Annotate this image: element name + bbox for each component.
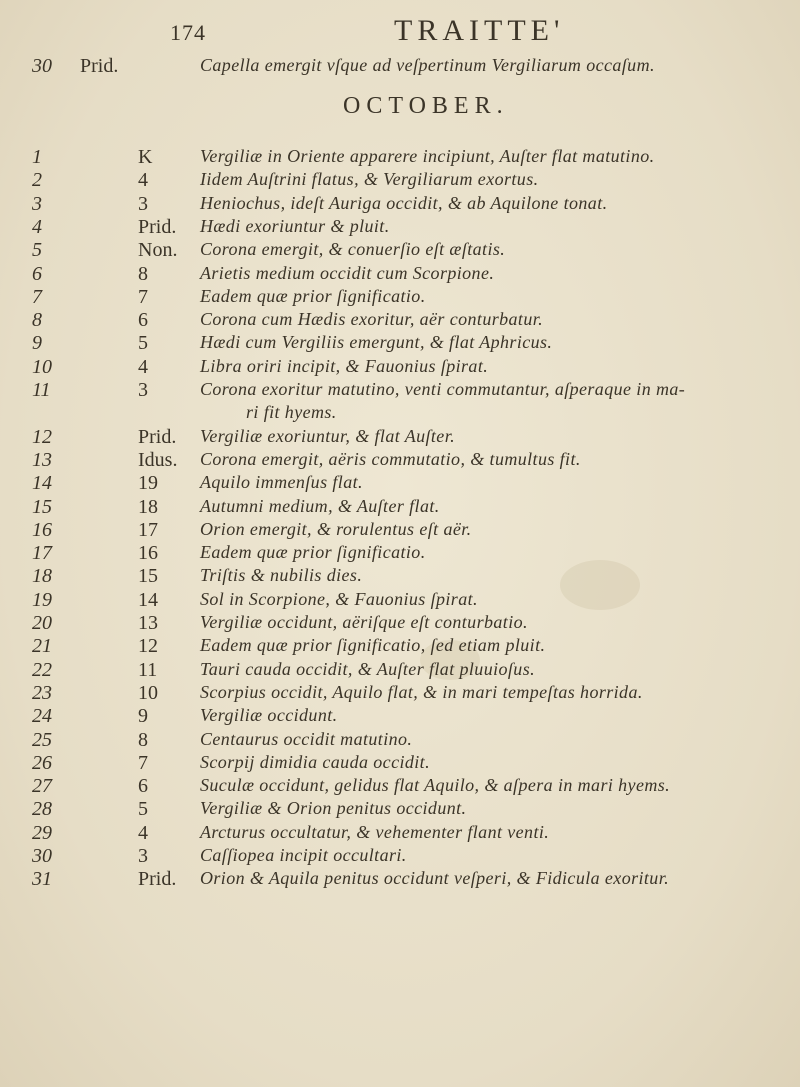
calendar-row [0, 449, 800, 475]
day-number: 14 [32, 472, 52, 495]
entry-text: Corona cum Hædis exoritur, aër conturbatur. [200, 309, 544, 330]
day-number: 8 [32, 309, 42, 332]
calendar-mark: 5 [138, 798, 148, 821]
calendar-row [0, 426, 800, 452]
entry-text: Scorpij dimidia cauda occidit. [200, 751, 430, 772]
day-number: 21 [32, 635, 52, 658]
entry-text: Vergiliæ in Oriente apparere incipiunt, Auſter flat matutino. [200, 146, 655, 166]
calendar-row [0, 589, 800, 615]
calendar-row [0, 519, 800, 545]
day-number: 16 [32, 518, 52, 541]
entry-text: Tauri cauda occidit, & Auſter flat pluuioſus. [200, 658, 536, 679]
calendar-mark: 7 [138, 285, 148, 308]
day-number: 22 [32, 658, 52, 681]
calendar-row [0, 216, 800, 242]
entry-text: Vergiliæ occidunt, aëriſque eſt conturbatio. [200, 612, 528, 632]
entry-text: Hædi cum Vergiliis emergunt, & flat Aphricus. [200, 332, 553, 353]
entry-text: Aquilo immenſus flat. [200, 472, 363, 493]
calendar-row [0, 146, 800, 172]
entry-text: Vergiliæ & Orion penitus occidunt. [200, 798, 467, 819]
day-number: 31 [32, 868, 52, 891]
calendar-mark: 6 [138, 309, 148, 332]
calendar-mark: Prid. [138, 215, 177, 238]
day-number: 11 [32, 379, 51, 401]
calendar-row [0, 612, 800, 638]
day-number: 24 [32, 705, 52, 728]
calendar-row [0, 868, 800, 894]
calendar-mark: 18 [138, 495, 158, 518]
calendar-mark: 10 [138, 681, 158, 704]
entry-text: Arietis medium occidit cum Scorpione. [200, 262, 495, 283]
calendar-row [0, 332, 800, 358]
day-number: 4 [32, 215, 42, 238]
calendar-row [0, 729, 800, 755]
calendar-mark: 12 [138, 635, 158, 658]
calendar-row [0, 705, 800, 731]
day-number: 2 [32, 169, 42, 192]
calendar-mark: 9 [138, 705, 148, 728]
day-number: 17 [32, 542, 52, 565]
calendar-row [0, 379, 800, 405]
entry-text: Corona exoritur matutino, venti commutantur, aſperaque in ma- [200, 379, 686, 399]
calendar-mark: 8 [138, 262, 148, 285]
calendar-mark: Idus. [138, 448, 178, 471]
calendar-mark: 13 [138, 612, 158, 634]
entry-text: Eadem quæ prior ſignificatio, ſed etiam pluit. [200, 635, 546, 656]
calendar-mark: Non. [138, 239, 178, 262]
entry-text: Centaurus occidit matutino. [200, 728, 413, 749]
running-head: TRAITTE' [394, 14, 565, 47]
calendar-row [0, 752, 800, 778]
calendar-row [0, 263, 800, 289]
day-number: 30 [32, 55, 52, 77]
calendar-mark: Prid. [138, 425, 177, 448]
day-number: 10 [32, 355, 52, 378]
entry-text: Corona emergit, aëris commutatio, & tumultus fit. [200, 448, 581, 469]
entry-text: Vergiliæ exoriuntur, & flat Auſter. [200, 425, 456, 446]
entry-text: Vergiliæ occidunt. [200, 705, 338, 726]
day-number: 13 [32, 448, 52, 471]
day-number: 30 [32, 845, 52, 867]
entry-text: Orion emergit, & rorulentus eſt aër. [200, 518, 472, 539]
calendar-mark: 11 [138, 658, 158, 681]
entry-text: Sol in Scorpione, & Fauonius ſpirat. [200, 588, 478, 609]
entry-text: Caſſiopea incipit occultari. [200, 845, 407, 865]
calendar-mark: 6 [138, 775, 148, 798]
day-number: 29 [32, 821, 52, 844]
calendar-mark: 3 [138, 379, 148, 401]
day-number: 3 [32, 192, 42, 215]
day-number: 6 [32, 262, 42, 285]
entry-text: Heniochus, ideſt Auriga occidit, & ab Aquilone tonat. [200, 192, 608, 213]
calendar-row [0, 472, 800, 498]
entry-text: Iidem Auſtrini flatus, & Vergiliarum exortus. [200, 169, 539, 190]
entry-text: Libra oriri incipit, & Fauonius ſpirat. [200, 355, 489, 376]
entry-text: Capella emergit vſque ad veſpertinum Vergiliarum occaſum. [200, 55, 655, 75]
day-number: 28 [32, 798, 52, 821]
page-header [170, 12, 730, 52]
calendar-mark: Prid. [80, 55, 119, 77]
day-number: 15 [32, 495, 52, 518]
entry-text: Orion & Aquila penitus occidunt veſperi, & Fidicula exoritur. [200, 868, 670, 889]
entry-text: Corona emergit, & conuerſio eſt æſtatis. [200, 239, 506, 260]
day-number: 9 [32, 332, 42, 355]
section-title: OCTOBER. [343, 93, 509, 119]
intro-row [0, 55, 800, 81]
day-number: 1 [32, 146, 42, 168]
entry-text: Autumni medium, & Auſter flat. [200, 495, 440, 516]
day-number: 5 [32, 239, 42, 262]
entry-text: Hædi exoriuntur & pluit. [200, 215, 390, 236]
day-number: 7 [32, 285, 42, 308]
calendar-mark: K [138, 146, 153, 168]
calendar-row [0, 239, 800, 265]
calendar-row [0, 659, 800, 685]
calendar-mark: Prid. [138, 868, 177, 891]
calendar-mark: 3 [138, 192, 148, 215]
calendar-mark: 4 [138, 821, 148, 844]
day-number: 25 [32, 728, 52, 751]
calendar-mark: 17 [138, 518, 158, 541]
day-number: 27 [32, 775, 52, 798]
calendar-row [0, 635, 800, 661]
calendar-mark: 3 [138, 845, 148, 867]
entry-text: Triſtis & nubilis dies. [200, 565, 363, 586]
day-number: 23 [32, 681, 52, 704]
calendar-mark: 5 [138, 332, 148, 355]
calendar-mark: 19 [138, 472, 158, 495]
calendar-row [0, 309, 800, 335]
day-number: 26 [32, 751, 52, 774]
calendar-row [0, 682, 800, 708]
page-number: 174 [170, 20, 206, 45]
calendar-row [0, 845, 800, 871]
calendar-row [0, 286, 800, 312]
calendar-mark: 8 [138, 728, 148, 751]
calendar-row [0, 822, 800, 848]
calendar-row [0, 565, 800, 591]
calendar-row [0, 542, 800, 568]
day-number: 12 [32, 425, 52, 448]
calendar-row [0, 798, 800, 824]
entry-text: Scorpius occidit, Aquilo flat, & in mari tempeſtas horrida. [200, 681, 643, 702]
entry-text: Eadem quæ prior ſignificatio. [200, 542, 426, 563]
day-number: 18 [32, 565, 52, 588]
calendar-row [0, 169, 800, 195]
calendar-mark: 4 [138, 169, 148, 192]
entry-text: Suculæ occidunt, gelidus flat Aquilo, & aſpera in mari hyems. [200, 775, 671, 796]
calendar-row [0, 775, 800, 801]
entry-text: Eadem quæ prior ſignificatio. [200, 285, 426, 306]
entry-text: Arcturus occultatur, & vehementer flant venti. [200, 821, 550, 842]
entry-continuation: ri fit hyems. [246, 402, 337, 423]
calendar-mark: 4 [138, 355, 148, 378]
calendar-mark: 16 [138, 542, 158, 565]
calendar-mark: 7 [138, 751, 148, 774]
calendar-row [0, 496, 800, 522]
calendar-mark: 15 [138, 565, 158, 588]
calendar-mark: 14 [138, 588, 158, 611]
calendar-row [0, 356, 800, 382]
day-number: 19 [32, 588, 52, 611]
day-number: 20 [32, 612, 52, 634]
calendar-row [0, 193, 800, 219]
